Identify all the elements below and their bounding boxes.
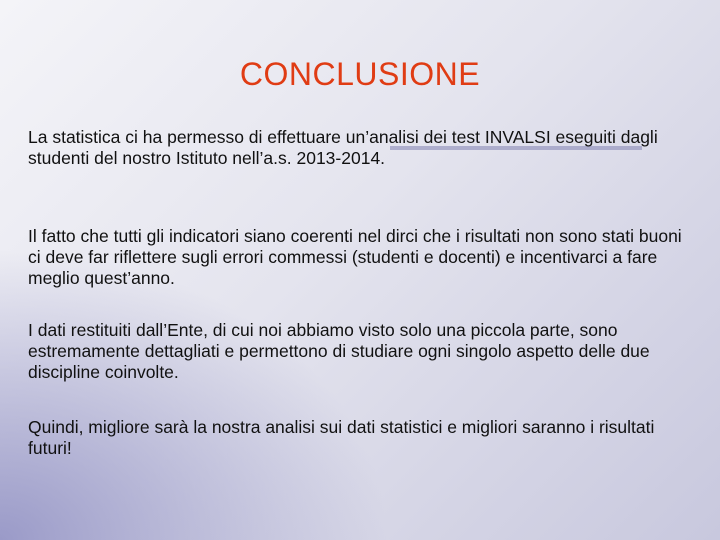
paragraph-2: Il fatto che tutti gli indicatori siano coerenti nel dirci che i risultati non sono stati buoni ci deve far riflettere sugli errori commessi (studenti e docenti) e incentivarci a fare meglio quest’anno.	[28, 226, 682, 288]
paragraph-1: La statistica ci ha permesso di effettuare un’analisi dei test INVALSI eseguiti dagli studenti del nostro Istituto nell’a.s. 2013-2014.	[28, 127, 658, 168]
paragraph-4: Quindi, migliore sarà la nostra analisi sui dati statistici e migliori saranno i risultati futuri!	[28, 417, 655, 458]
paragraph-3: I dati restituiti dall’Ente, di cui noi abbiamo visto solo una piccola parte, sono estremamente dettagliati e permettono di studiare ogni singolo aspetto delle due discipline coinvolte.	[28, 320, 650, 382]
slide-title: CONCLUSIONE	[239, 56, 481, 92]
